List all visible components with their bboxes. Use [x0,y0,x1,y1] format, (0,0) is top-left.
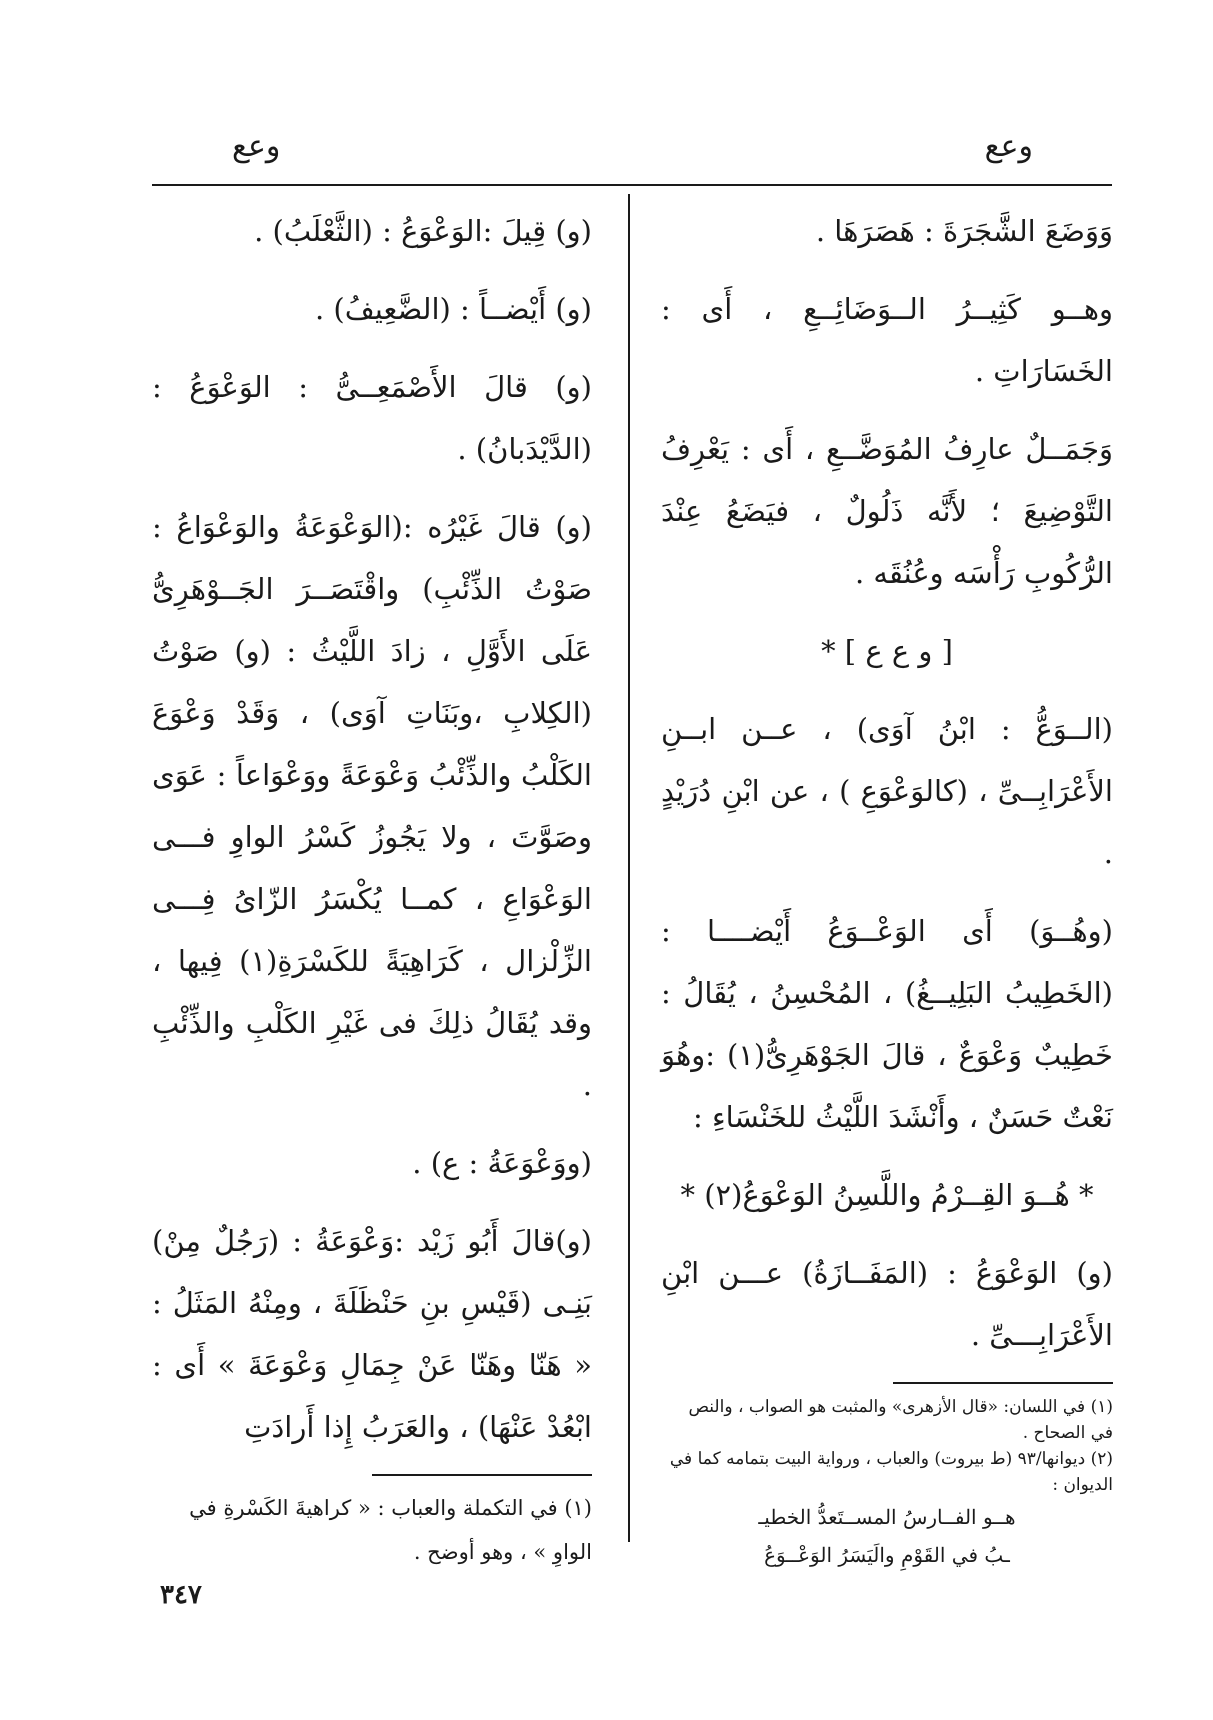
footnote: (١) في التكملة والعباب : « كراهيةَ الكَسْرةِ في الواوِ » ، وهو أوضح . [189,1496,592,1564]
entry-paragraph: (و) قالَ الأَصْمَعِــىُّ : الوَعْوَعُ : (الدَّيْدَبانُ) . [152,370,592,466]
entry-paragraph: (و) قالَ غَيْرُه :(الوَعْوَعَةُ والوَعْوَاعُ : صَوْتُ الذِّئْبِ) واقْتَصَــرَ الجَــوْهَرِىُّ عَلَى الأَوَّلِ ، زادَ اللَّيْثُ : (و) صَوْتُ (الكِلابِ ،وبَنَاتِ آوَى) ، وَقَدْ وَعْوَعَ الكَلْبُ والذِّئْبُ وَعْوَعَةً ووَعْوَاعاً : عَوَى وصَوَّتَ ، ولا يَجُوزُ كَسْرُ الواوِ فـــى الوَعْوَاعِ ، كمــا يُكْسَرُ الزّاىُ فِـــى الزِّلْزال ، كَرَاهِيَةً للكَسْرَةِ(١) فِيها ، وقد يُقَالُ ذلِكَ فى غَيْرِ الكَلْبِ والذِّئْبِ . [152,510,592,1102]
entry-paragraph: وَجَمَــلٌ عارِفُ المُوَضَّــعِ ، أَى : يَعْرِفُ التَّوْضِيعَ ؛ لأَنَّه ذَلُولٌ ، فيَضَعُ عِنْدَ الرُّكُوبِ رَأْسَه وعُنُقَه . [661,432,1113,590]
entry-paragraph: وَوَضَعَ الشَّجَرَةَ : هَصَرَهَا . [815,214,1113,248]
entry-paragraph: (و) الوَعْوَعُ : (المَفَــازَةُ) عـــن ابْنِ الأَعْرَابِـــىِّ . [661,1256,1113,1352]
poem-line: هــو الفــارسُ المســتَعدُّ الخطيـ [758,1505,1016,1529]
column-divider [628,194,630,1542]
left-column [152,200,592,1574]
verse-line: * هُــوَ القِــرْمُ واللَّسِنُ الوَعْوَعُ(٢) * [680,1178,1094,1212]
footnote: (١) في اللسان: «قال الأزهرى» والمثبت هو الصواب ، والنص في الصحاح . [688,1397,1113,1443]
entry-paragraph: (و) قِيلَ :الوَعْوَعُ : (الثَّعْلَبُ) . [254,214,592,248]
entry-paragraph: وهــو كَثِيــرُ الــوَضَائِــعِ ، أَى : الخَسَارَاتِ . [661,292,1113,388]
poem-line: ـبُ في القَوْمِ والَيَسَرُ الوَعْــوَعُ [764,1543,1010,1567]
footnote: (٢) ديوانها/٩٣ (ط بيروت) والعباب ، ورواية البيت بتمامه كما في الديوان : [669,1449,1113,1495]
running-header-right: وعع [984,129,1033,164]
root-heading: [ و ع ع ] * [821,634,953,668]
footnote-rule [893,1382,1113,1384]
footnote-rule [372,1474,592,1476]
page-number: ٣٤٧ [160,1580,202,1610]
entry-paragraph: (و)قالَ أَبُو زَيْد :وَعْوَعَةُ : (رَجُلٌ مِنْ) بَنِـى (قَيْسِ بنِ حَنْظَلَةَ ، ومِنْهُ المَثَلُ : « هَنّا وهَنّا عَنْ جِمَالِ وَعْوَعَةَ » أَى : ابْعُدْ عَنْهَا) ، والعَرَبُ إِذا أَرادَتِ [152,1224,592,1444]
entry-paragraph: (ووَعْوَعَةُ : ع) . [412,1146,592,1180]
entry-paragraph: (الــوَعُّ : ابْنُ آوَى) ، عــن ابــنِ الأَعْرَابِــىِّ ، (كالوَعْوَعِ ) ، عن ابْنِ دُرَيْدٍ . [661,712,1113,870]
entry-paragraph: (و) أَيْضــاً : (الضَّعِيفُ) . [314,292,592,326]
header-rule [152,184,1112,186]
right-column [661,200,1113,1574]
entry-paragraph: (وهُــوَ) أَى الوَعْــوَعُ أَيْضــــا : (الخَطِيبُ البَلِيــغُ) ، المُحْسِنُ ، يُقَالُ : خَطِيبٌ وَعْوَعٌ ، قالَ الجَوْهَرِىُّ(١) :وهُوَ نَعْتٌ حَسَنٌ ، وأَنْشَدَ اللَّيْثُ للخَنْسَاءِ : [661,914,1113,1134]
running-header-left: وعع [232,129,281,164]
